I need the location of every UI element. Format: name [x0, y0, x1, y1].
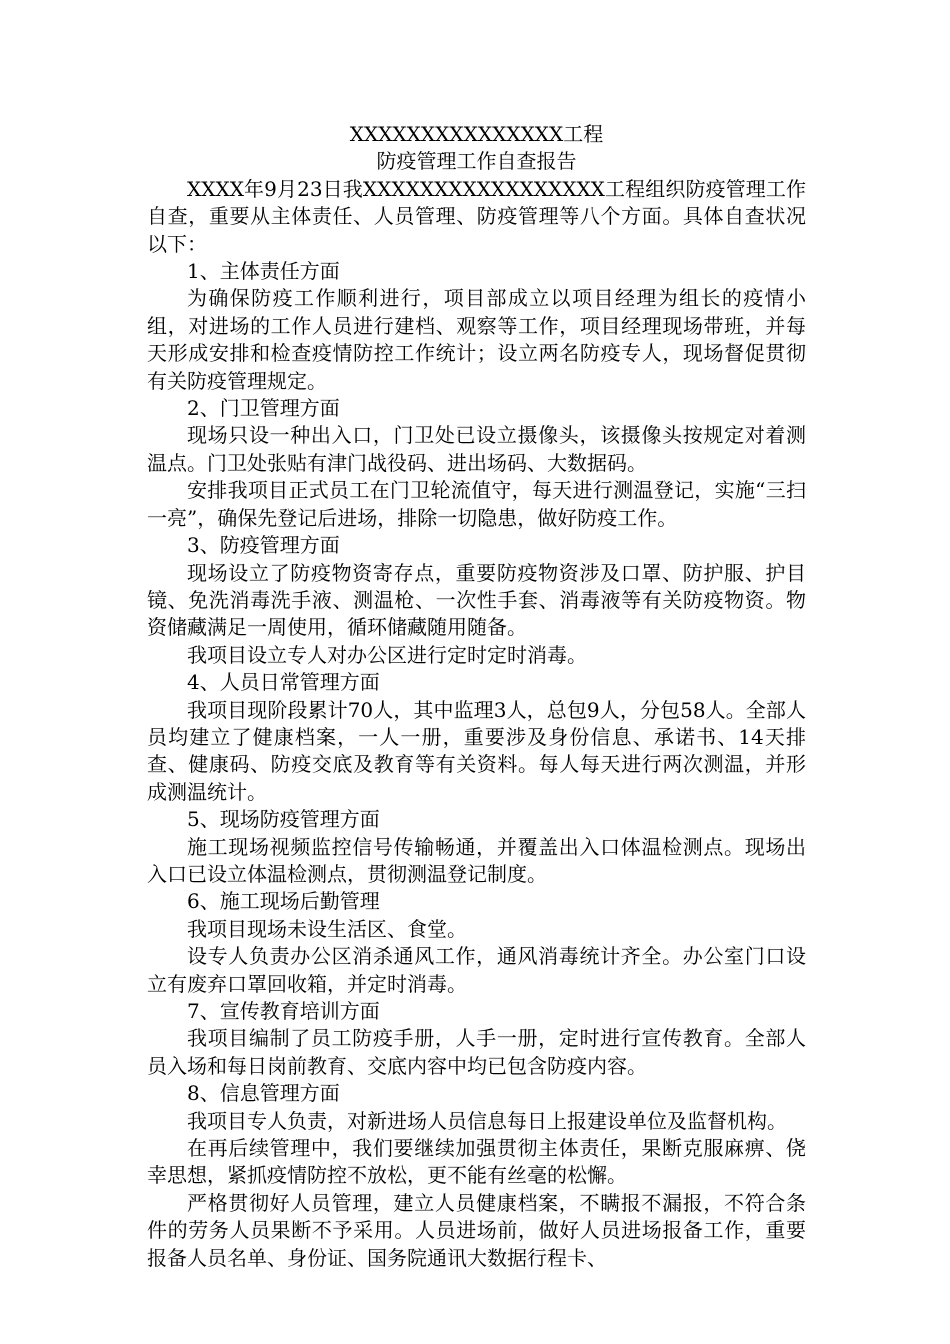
document-title-line1: XXXXXXXXXXXXXXX工程 — [349, 122, 604, 146]
section-heading-7: 7、宣传教育培训方面 — [187, 999, 380, 1023]
closing-paragraph-2: 严格贯彻好人员管理，建立人员健康档案，不瞒报不漏报，不符合条件的劳务人员果断不予采用。人员进场前，做好人员进场报备工作，重要报备人员名单、身份证、国务院通讯大数据行程卡、 — [147, 1190, 806, 1270]
intro-paragraph: XXXX年9月23日我XXXXXXXXXXXXXXXXX工程组织防疫管理工作自查，重要从主体责任、人员管理、防疫管理等八个方面。具体自查状况以下： — [147, 176, 806, 256]
section-4-paragraph: 我项目现阶段累计70人，其中监理3人，总包9人，分包58人。全部人员均建立了健康档案，一人一册，重要涉及身份信息、承诺书、14天排查、健康码、防疫交底及教育等有关资料。每人每天进行两次测温，并形成测温统计。 — [147, 697, 806, 804]
closing-paragraph-1: 在再后续管理中，我们要继续加强贯彻主体责任，果断克服麻痹、侥幸思想，紧抓疫情防控不放松，更不能有丝毫的松懈。 — [147, 1136, 806, 1188]
section-2-paragraph-1: 现场只设一种出入口，门卫处已设立摄像头，该摄像头按规定对着测温点。门卫处张贴有津门战役码、进出场码、大数据码。 — [147, 423, 806, 475]
section-heading-2: 2、门卫管理方面 — [187, 396, 340, 421]
section-3-paragraph-1: 现场设立了防疫物资寄存点，重要防疫物资涉及口罩、防护服、护目镜、免洗消毒洗手液、测温枪、一次性手套、消毒液等有关防疫物资。物资储藏满足一周使用，循环储藏随用随备。 — [147, 560, 806, 640]
section-heading-5: 5、现场防疫管理方面 — [187, 807, 380, 832]
section-1-paragraph: 为确保防疫工作顺利进行，项目部成立以项目经理为组长的疫情小组，对进场的工作人员进行建档、观察等工作，项目经理现场带班，并每天形成安排和检查疫情防控工作统计；设立两名防疫专人，现场督促贯彻有关防疫管理规定。 — [147, 286, 806, 393]
section-heading-8: 8、信息管理方面 — [187, 1081, 340, 1106]
section-5-paragraph: 施工现场视频监控信号传输畅通，并覆盖出入口体温检测点。现场出入口已设立体温检测点，贯彻测温登记制度。 — [147, 834, 806, 886]
section-3-paragraph-2: 我项目设立专人对办公区进行定时定时消毒。 — [187, 642, 587, 667]
section-6-paragraph-1: 我项目现场未设生活区、食堂。 — [187, 916, 467, 941]
section-8-paragraph: 我项目专人负责，对新进场人员信息每日上报建设单位及监督机构。 — [187, 1108, 787, 1133]
section-heading-6: 6、施工现场后勤管理 — [187, 889, 380, 914]
section-2-paragraph-2: 安排我项目正式员工在门卫轮流值守，每天进行测温登记，实施“三扫一亮”，确保先登记后进场，排除一切隐患，做好防疫工作。 — [147, 478, 806, 530]
document-title-line2: 防疫管理工作自查报告 — [376, 149, 577, 174]
section-heading-1: 1、主体责任方面 — [187, 259, 340, 284]
section-heading-3: 3、防疫管理方面 — [187, 533, 340, 558]
section-6-paragraph-2: 设专人负责办公区消杀通风工作，通风消毒统计齐全。办公室门口设立有废弃口罩回收箱，并定时消毒。 — [147, 944, 806, 996]
section-heading-4: 4、人员日常管理方面 — [187, 670, 380, 695]
section-7-paragraph: 我项目编制了员工防疫手册，人手一册，定时进行宣传教育。全部人员入场和每日岗前教育、交底内容中均已包含防疫内容。 — [147, 1026, 806, 1078]
